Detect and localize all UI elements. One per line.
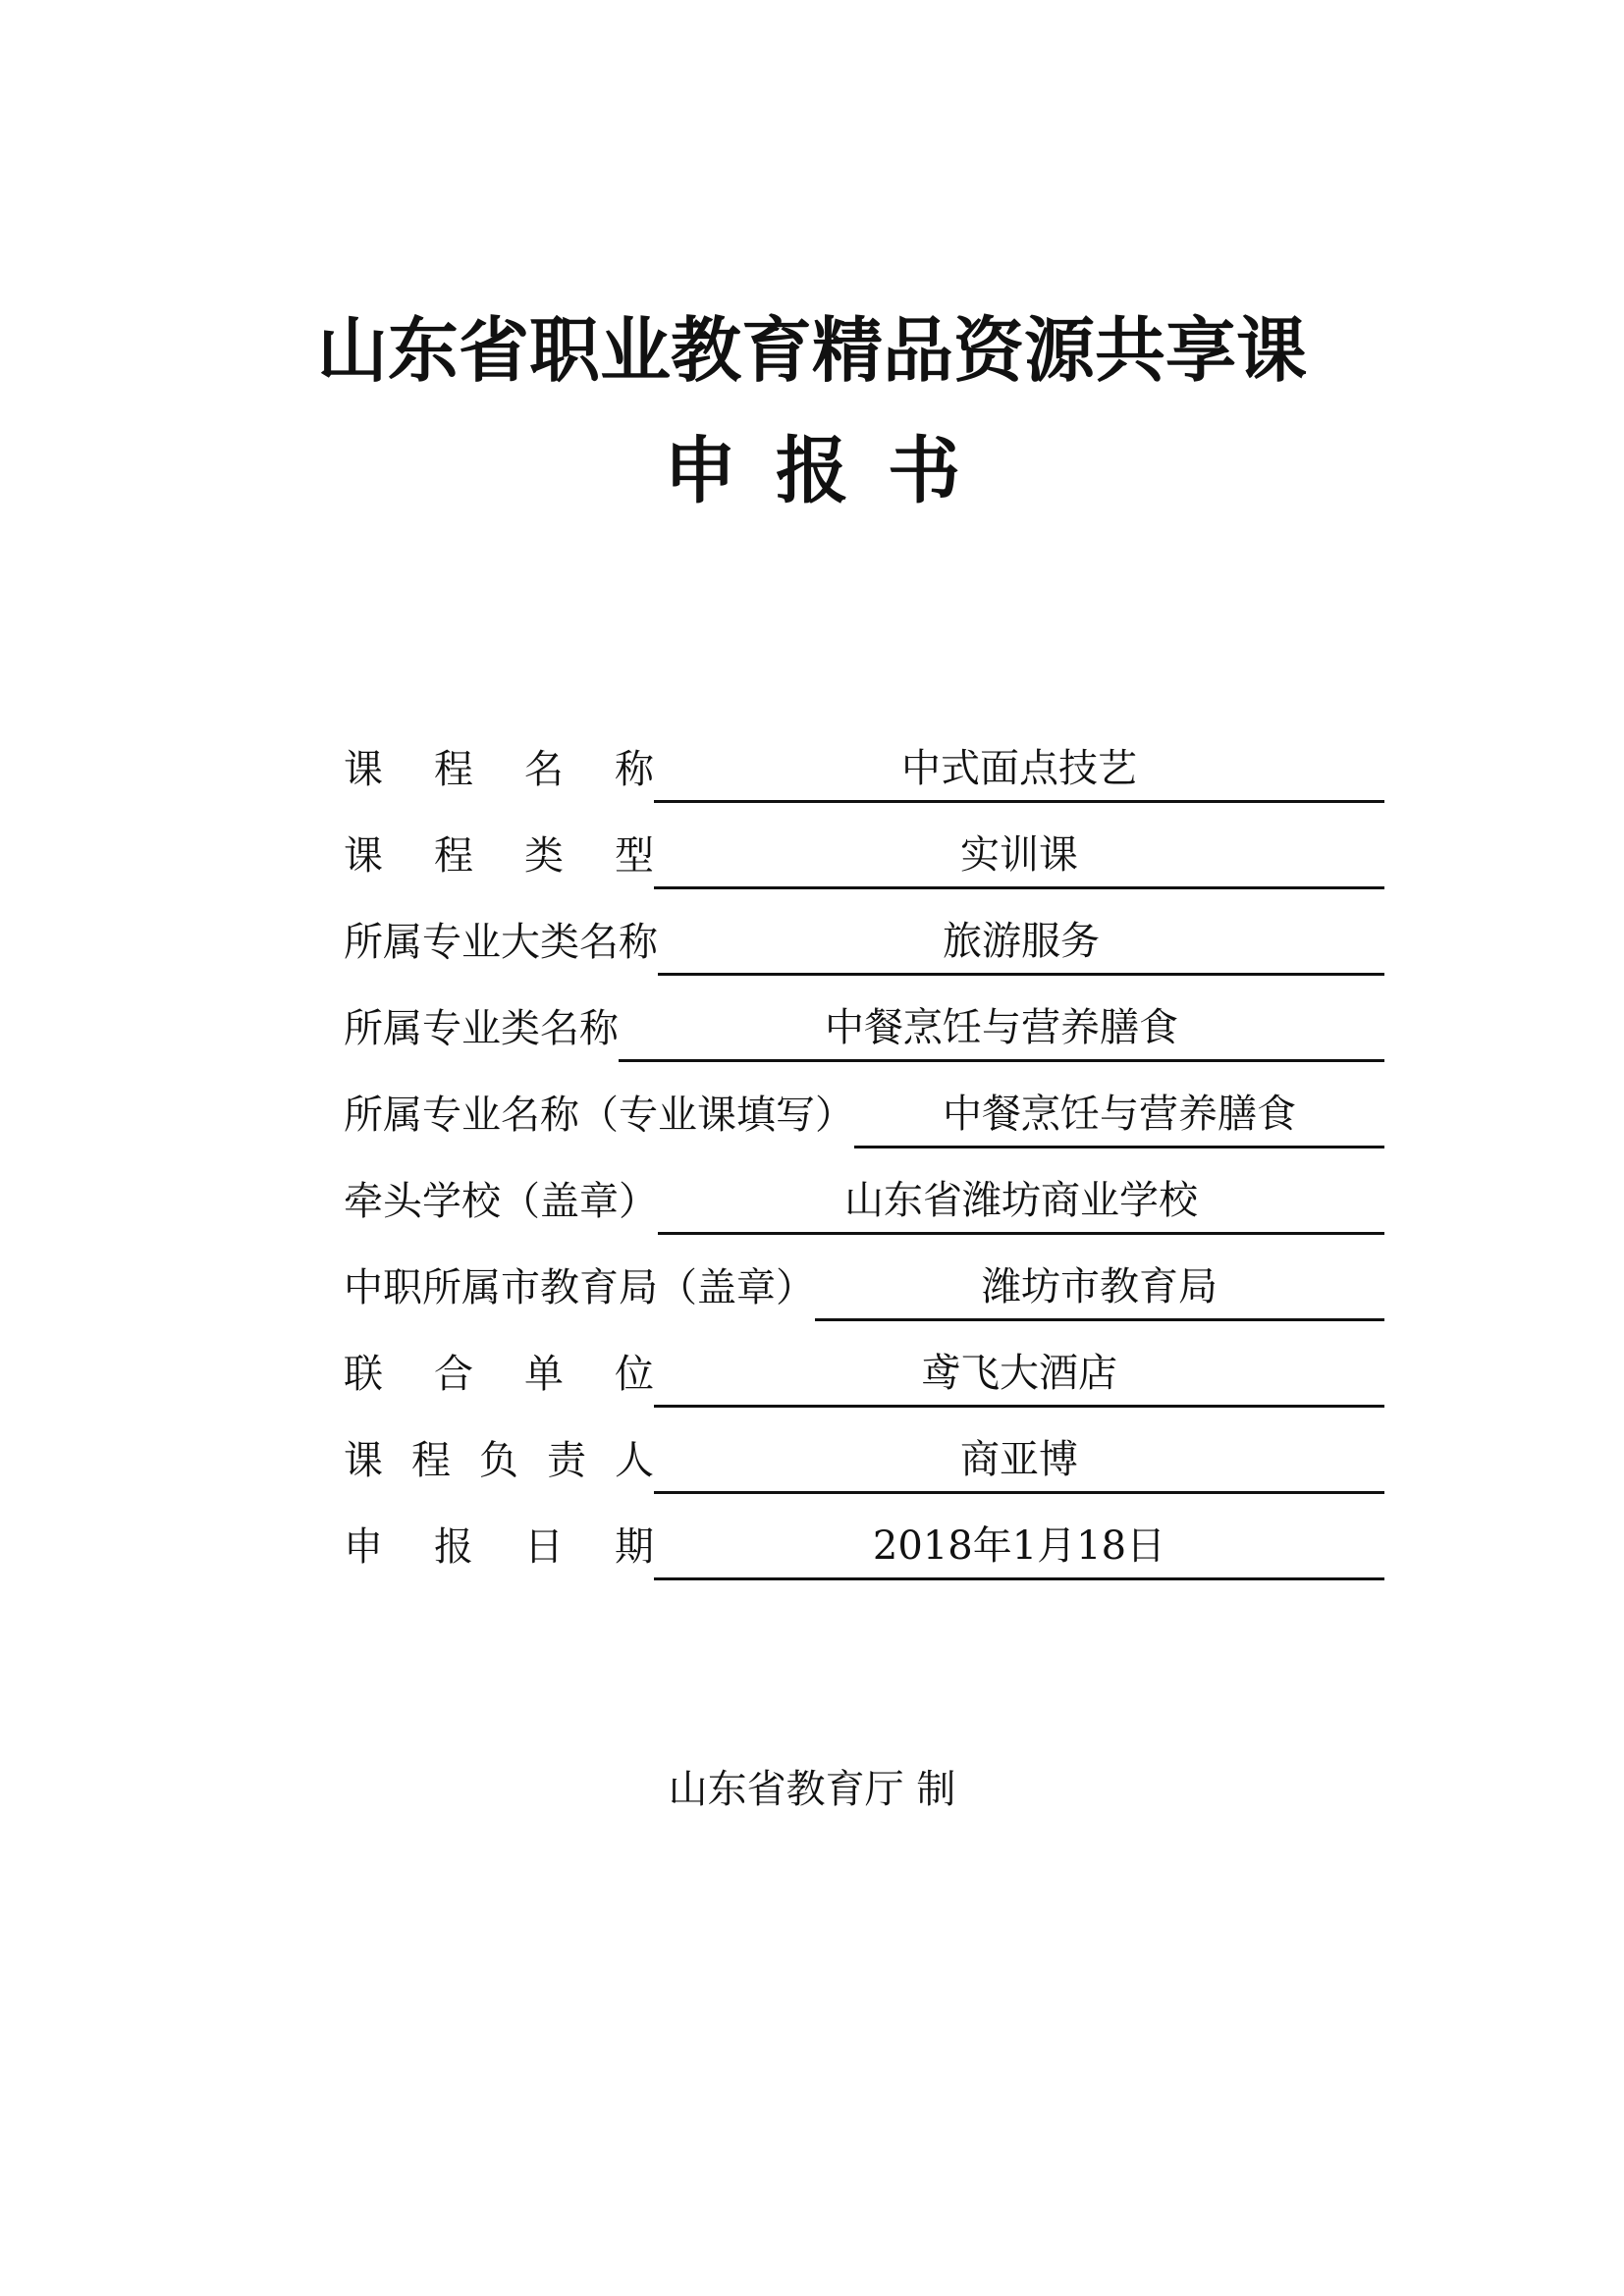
field-value-partner-unit: 鸢飞大酒店 <box>654 1346 1384 1408</box>
field-label-major-name: 所属专业名称（专业课填写） <box>344 1093 854 1138</box>
field-row-major-category <box>344 889 1384 976</box>
field-label-course-name: 课 程 名 称 <box>344 747 654 792</box>
field-row-course-type <box>344 803 1384 889</box>
field-label-application-date: 申 报 日 期 <box>344 1524 654 1570</box>
document-subtitle: 申报书 <box>664 429 1000 513</box>
field-row-major-name <box>344 1062 1384 1148</box>
document-title: 山东省职业教育精品资源共享课 <box>316 308 1307 392</box>
field-value-major-class: 中餐烹饪与营养膳食 <box>619 1000 1384 1062</box>
field-row-application-date <box>344 1494 1384 1580</box>
field-row-course-leader <box>344 1408 1384 1494</box>
issuer-footer: 山东省教育厅 制 <box>668 1767 956 1812</box>
field-row-lead-school <box>344 1148 1384 1235</box>
field-label-major-category: 所属专业大类名称 <box>344 920 658 965</box>
application-form <box>344 717 1384 1580</box>
field-row-course-name <box>344 717 1384 803</box>
field-label-education-bureau: 中职所属市教育局（盖章） <box>344 1265 815 1310</box>
field-value-education-bureau: 潍坊市教育局 <box>815 1259 1384 1321</box>
field-label-course-type: 课 程 类 型 <box>344 833 654 879</box>
field-row-major-class <box>344 976 1384 1062</box>
field-label-course-leader: 课 程 负 责 人 <box>344 1438 654 1483</box>
field-value-lead-school: 山东省潍坊商业学校 <box>658 1173 1384 1235</box>
field-value-major-category: 旅游服务 <box>658 914 1384 976</box>
field-value-course-name: 中式面点技艺 <box>654 741 1384 803</box>
field-row-education-bureau <box>344 1235 1384 1321</box>
field-label-lead-school: 牵头学校（盖章） <box>344 1179 658 1224</box>
field-label-partner-unit: 联 合 单 位 <box>344 1352 654 1397</box>
field-row-partner-unit <box>344 1321 1384 1408</box>
field-value-application-date: 2018年1月18日 <box>654 1519 1384 1580</box>
field-value-course-leader: 商亚博 <box>654 1432 1384 1494</box>
field-value-major-name: 中餐烹饪与营养膳食 <box>854 1087 1384 1148</box>
field-value-course-type: 实训课 <box>654 828 1384 889</box>
field-label-major-class: 所属专业类名称 <box>344 1006 619 1051</box>
